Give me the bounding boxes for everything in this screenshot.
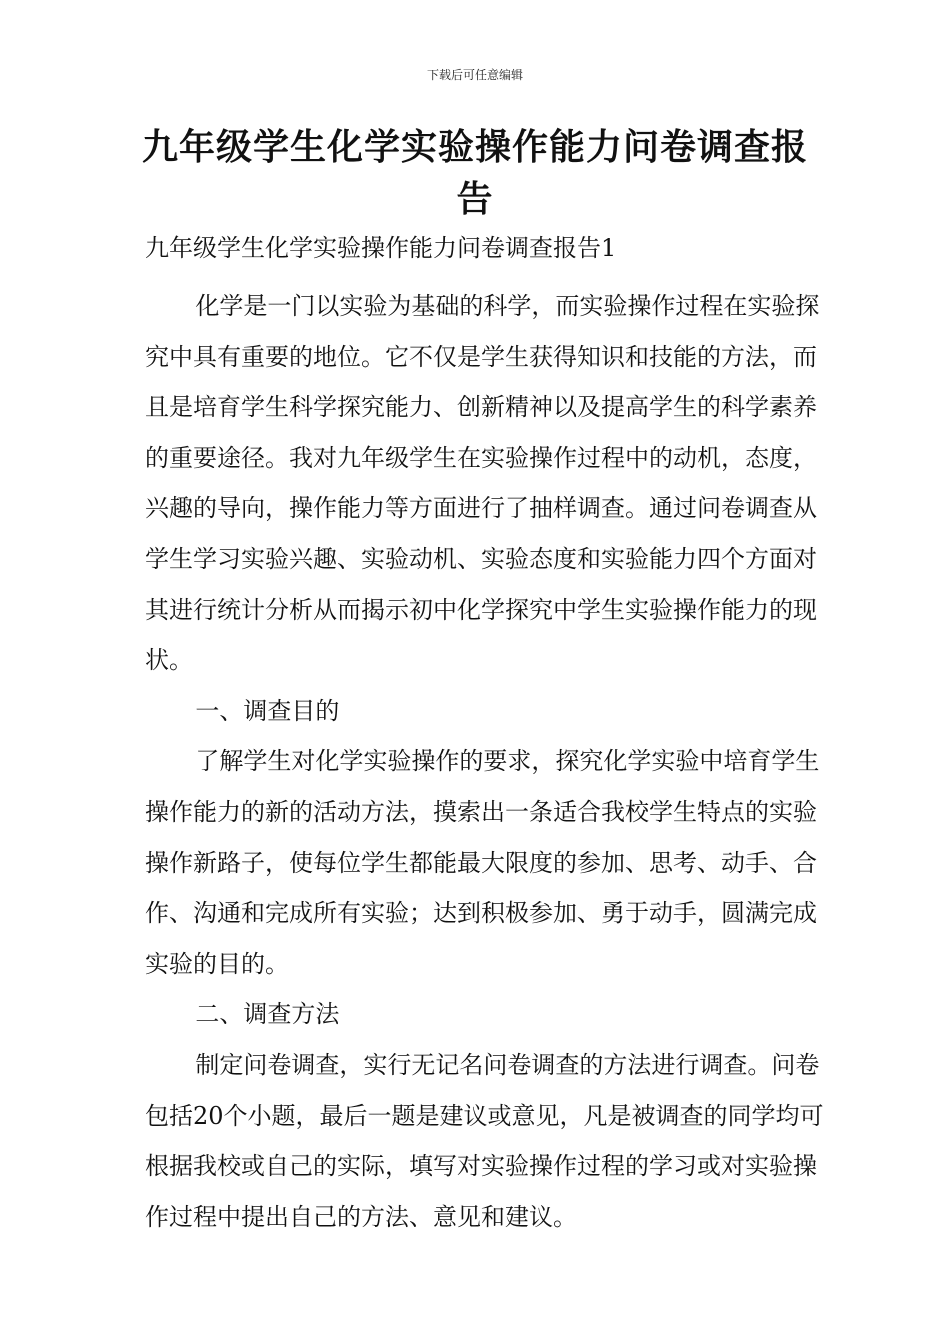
document-title: 九年级学生化学实验操作能力问卷调查报告: [141, 127, 808, 220]
document-body: [145, 281, 825, 1242]
paragraph-intro: 化学是一门以实验为基础的科学，而实验操作过程在实验探究中具有重要的地位。它不仅是学生获得知识和技能的方法，而且是培育学生科学探究能力、创新精神以及提高学生的科学素养的重要途径。我对九年级学生在实验操作过程中的动机，态度，兴趣的导向，操作能力等方面进行了抽样调查。通过问卷调查从学生学习实验兴趣、实验动机、实验态度和实验能力四个方面对其进行统计分析从而揭示初中化学探究中学生实验操作能力的现状。: [145, 292, 820, 675]
paragraph-purpose: 了解学生对化学实验操作的要求，探究化学实验中培育学生操作能力的新的活动方法，摸索出一条适合我校学生特点的实验操作新路子，使每位学生都能最大限度的参加、思考、动手、合作、沟通和完成所有实验；达到积极参加、勇于动手，圆满完成实验的目的。: [145, 747, 820, 978]
header-note: 下载后可任意编辑: [426, 68, 523, 82]
section-heading-method: 二、调查方法: [195, 1000, 340, 1029]
document-subtitle: 九年级学生化学实验操作能力问卷调查报告1: [145, 234, 617, 262]
section-heading-purpose: 一、调查目的: [195, 696, 340, 725]
paragraph-method: 制定问卷调查，实行无记名问卷调查的方法进行调查。问卷包括20个小题，最后一题是建议或意见，凡是被调查的同学均可根据我校或自己的实际，填写对实验操作过程的学习或对实验操作过程中提出自己的方法、意见和建议。: [145, 1050, 824, 1231]
